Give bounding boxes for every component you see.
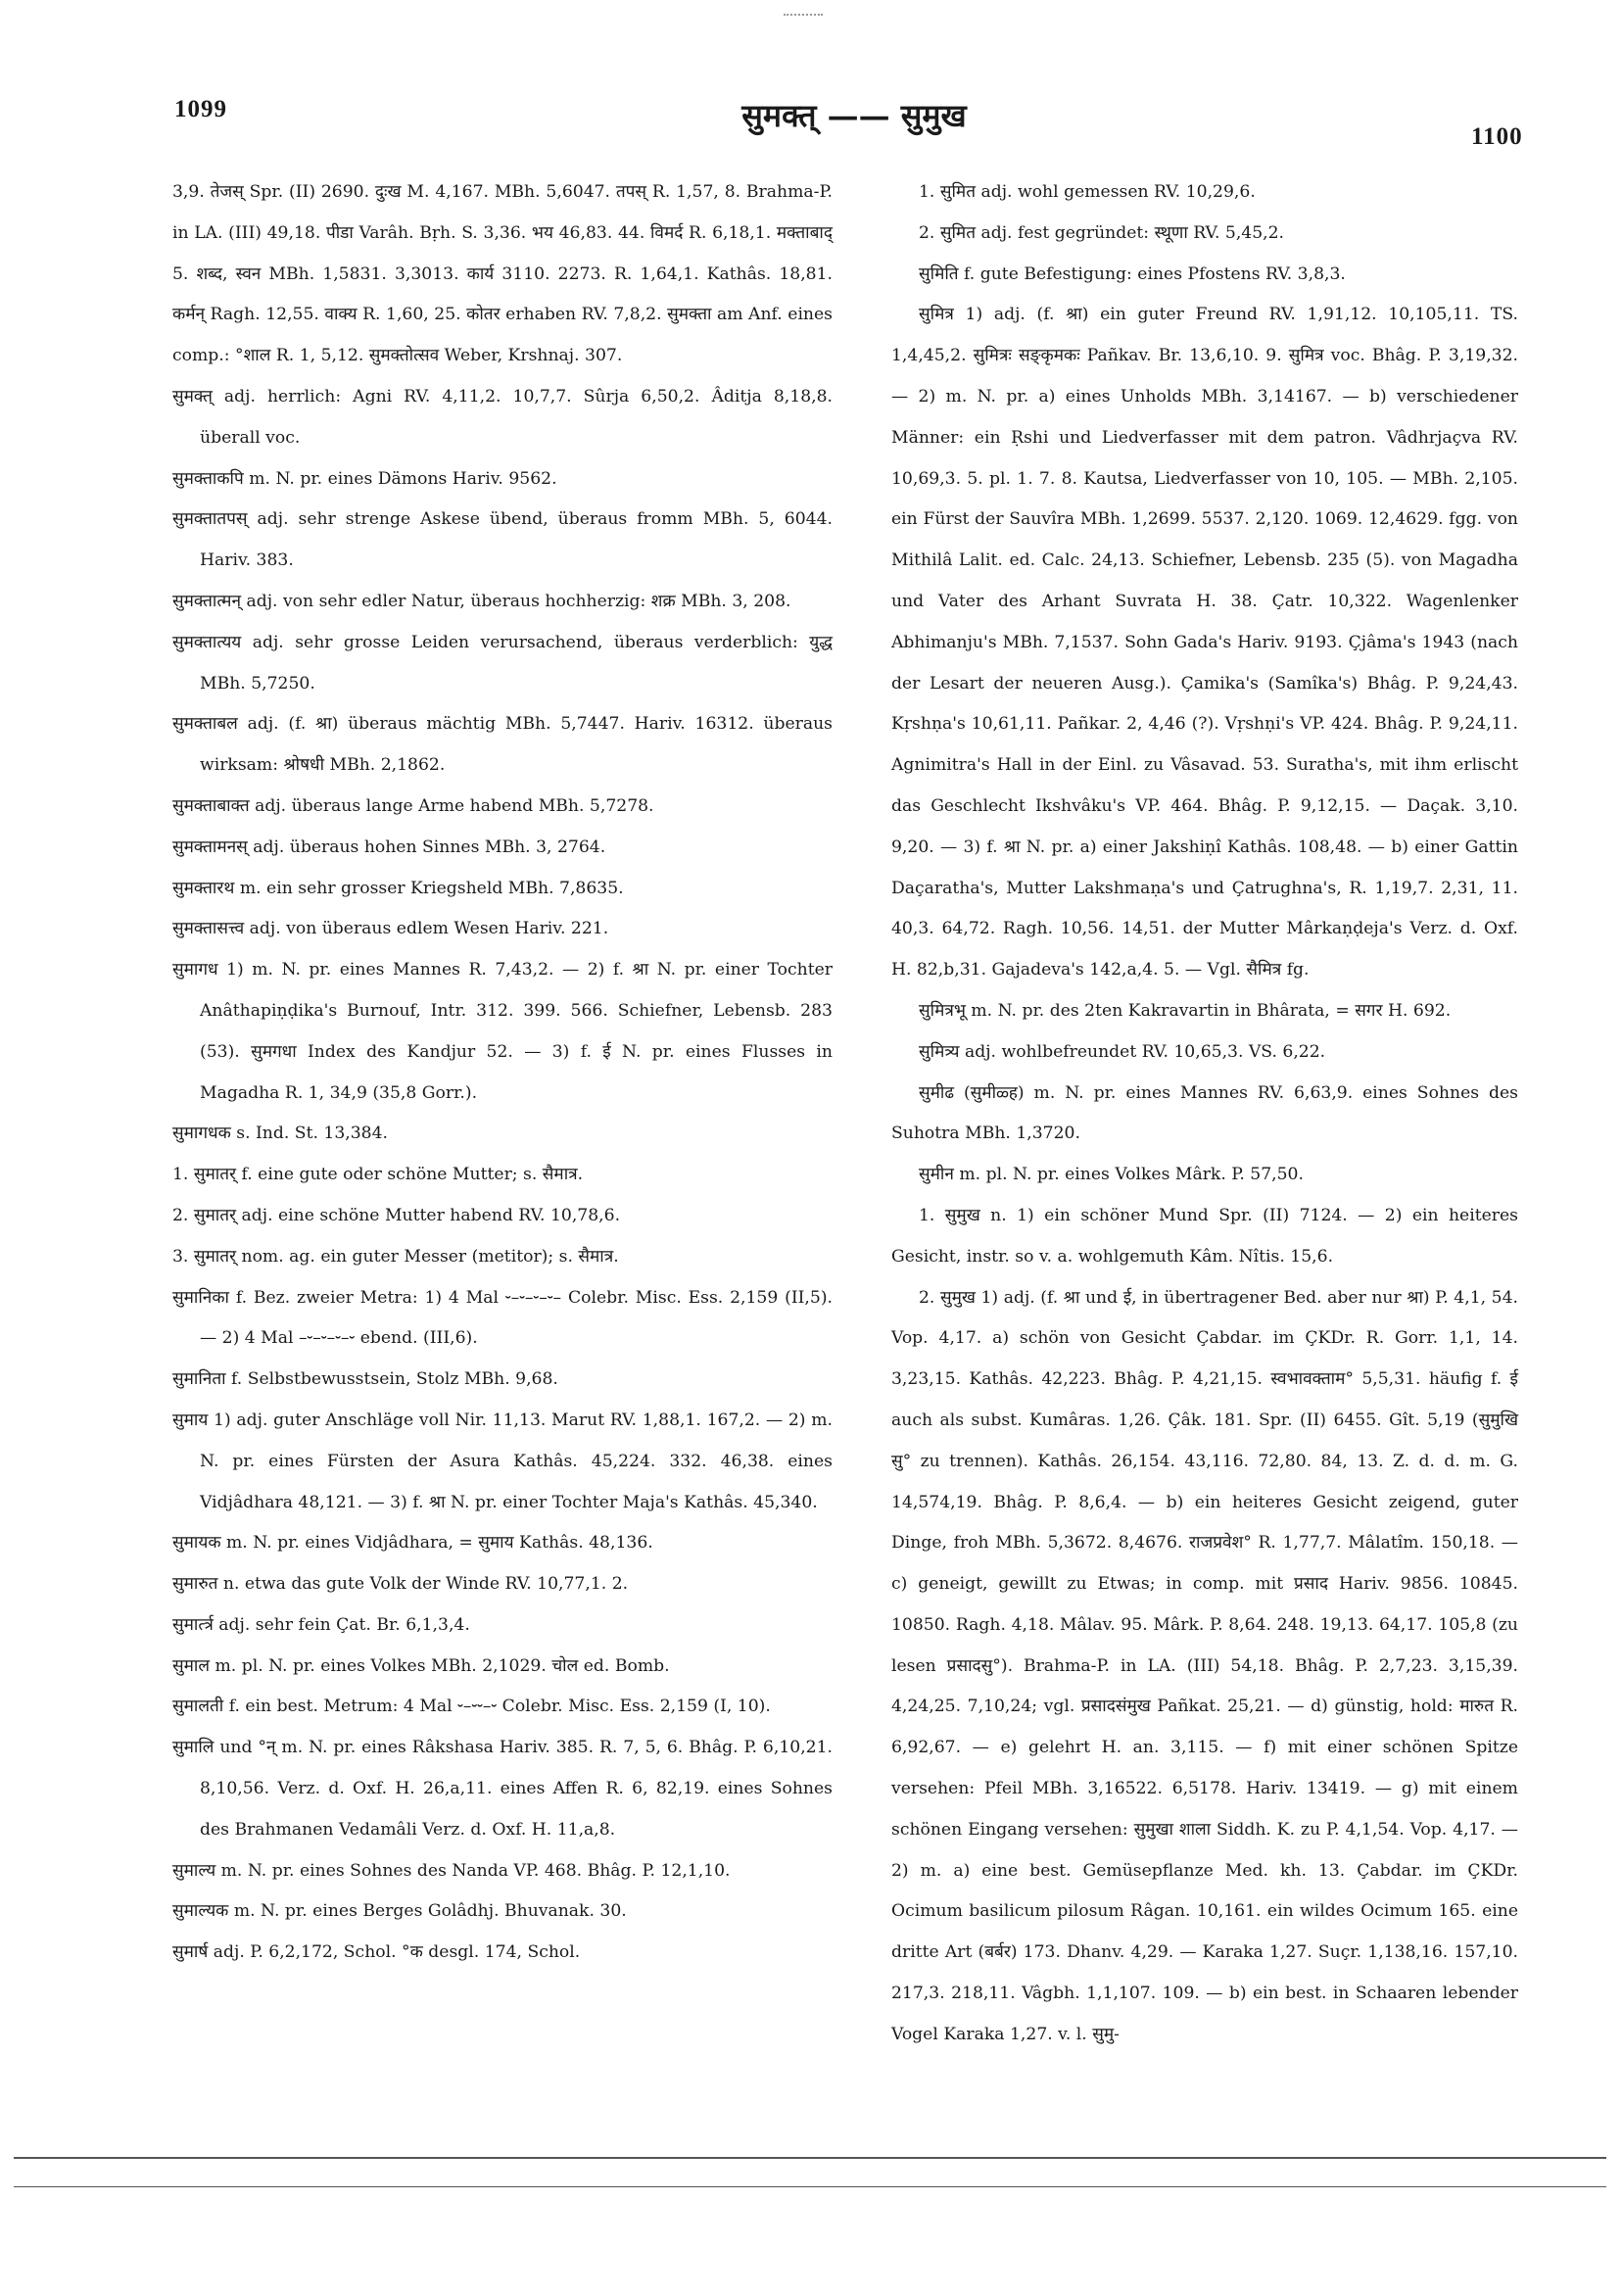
dictionary-entry: 3,9. तेजस् Spr. (II) 2690. दुःख M. 4,167. MBh. 5,6047. तपस् R. 1,57, 8. Brahma-P. in LA. (III) 49,18. पीडा Varâh. Bṛh. S. 3,36. भय 46,83. 44. विमर्द R. 6,18,1. मक्ताबाद् 5. शब्द, स्वन MBh. 1,5831. 3,3013. कार्य 3110. 2273. R. 1,64,1. Kathâs. 18,81. कर्मन् Ragh. 12,55. वाक्य R. 1,60, 25. कोतर erhaben RV. 7,8,2. सुमक्ता am Anf. eines comp.: °शाल R. 1, 5,12. सुमक्तोत्सव Weber, Krshnaj. 307.	[172, 182, 833, 366]
dictionary-entry: 2. सुमुख 1) adj. (f. श्रा und ई, in übertragener Bed. aber nur श्रा) P. 4,1, 54. Vop. 4,17. a) schön von Gesicht Çabdar. im ÇKDr. R. Gorr. 1,1, 14. 3,23,15. Kathâs. 42,223. Bhâg. P. 4,21,15. स्वभावक्ताम° 5,5,31. häufig f. ई auch als subst. Kumâras. 1,26. Çâk. 181. Spr. (II) 6455. Gît. 5,19 (सुमुखि सु° zu trennen). Kathâs. 26,154. 43,116. 72,80. 84, 13. Z. d. d. m. G. 14,574,19. Bhâg. P. 8,6,4. — b) ein heiteres Gesicht zeigend, guter Dinge, froh MBh. 5,3672. 8,4676. राजप्रवेश° R. 1,77,7. Mâlatîm. 150,18. — c) geneigt, gewillt zu Etwas; in comp. mit प्रसाद Hariv. 9856. 10845. 10850. Ragh. 4,18. Mâlav. 95. Mârk. P. 8,64. 248. 19,13. 64,17. 105,8 (zu lesen प्रसादसु°). Brahma-P. in LA. (III) 54,18. Bhâg. P. 2,7,23. 3,15,39. 4,24,25. 7,10,24; vgl. प्रसादसंमुख Pañkat. 25,21. — d) günstig, hold: मारुत R. 6,92,67. — e) gelehrt H. an. 3,115. — f) mit einer schönen Spitze versehen: Pfeil MBh. 3,16522. 6,5178. Hariv. 13419. — g) mit einem schönen Eingang versehen: सुमुखा शाला Siddh. K. zu P. 4,1,54. Vop. 4,17. — 2) m. a) eine best. Gemüsepflanze Med. kh. 13. Çabdar. im ÇKDr. Ocimum basilicum pilosum Râgan. 10,161. ein wildes Ocimum 165. eine dritte Art (बर्बर) 173. Dhanv. 4,29. — Karaka 1,27. Suçr. 1,138,16. 157,10. 217,3. 218,11. Vâgbh. 1,1,107. 109. — b) ein best. in Schaaren lebender Vogel Karaka 1,27. v. l. सुमु-	[891, 1287, 1518, 2044]
dictionary-entry: सुमीन m. pl. N. pr. eines Volkes Mârk. P. 57,50.	[919, 1165, 1304, 1185]
dictionary-entry: 1. सुमातर् f. eine gute oder schöne Mutter; s. सैमात्र.	[172, 1165, 584, 1185]
dictionary-entry: सुमाल्यक m. N. pr. eines Berges Golâdhj. Bhuvanak. 30.	[172, 1901, 627, 1922]
dictionary-entry: सुमक्तातपस् adj. sehr strenge Askese übend, überaus fromm MBh. 5, 6044. Hariv. 383.	[172, 509, 833, 571]
dictionary-entry: सुमारुत n. etwa das gute Volk der Winde RV. 10,77,1. 2.	[172, 1574, 629, 1595]
page-number-right: 1100	[1471, 123, 1523, 150]
dictionary-entry: सुमक्तारथ m. ein sehr grosser Kriegsheld MBh. 7,8635.	[172, 878, 624, 898]
dictionary-entry: सुमिति f. gute Befestigung: eines Pfostens RV. 3,8,3.	[919, 263, 1346, 284]
running-head: सुमक्त् —— सुमुख	[741, 97, 967, 134]
dictionary-entry: 1. सुमुख n. 1) ein schöner Mund Spr. (II) 7124. — 2) ein heiteres Gesicht, instr. so v. a. wohlgemuth Kâm. Nîtis. 15,6.	[891, 1205, 1518, 1267]
dictionary-entry: सुमक्ताकपि m. N. pr. eines Dämons Hariv. 9562.	[172, 468, 557, 489]
dictionary-entry: सुमानिका f. Bez. zweier Metra: 1) 4 Mal ⏑–⏑–⏑–⏑– Colebr. Misc. Ess. 2,159 (II,5). — 2) 4 Mal –⏑–⏑–⏑–⏑ ebend. (III,6).	[172, 1287, 833, 1349]
footer-rule-top	[14, 2157, 1606, 2159]
dictionary-entry: सुमागधक s. Ind. St. 13,384.	[172, 1124, 389, 1144]
dictionary-entry: सुमित्र्य adj. wohlbefreundet RV. 10,65,3. VS. 6,22.	[919, 1041, 1326, 1062]
dictionary-entry: 2. सुमित adj. fest gegründet: स्थूणा RV. 5,45,2.	[919, 222, 1285, 243]
dictionary-entry: सुमाल m. pl. N. pr. eines Volkes MBh. 2,1029. चोल ed. Bomb.	[172, 1655, 670, 1676]
dictionary-entry: सुमित्रभू m. N. pr. des 2ten Kakravartin in Bhârata, = सगर H. 692.	[919, 1000, 1452, 1021]
footer-rule-bottom	[14, 2186, 1606, 2187]
dictionary-entry: सुमक्तामनस् adj. überaus hohen Sinnes MBh. 3, 2764.	[172, 837, 606, 857]
dictionary-entry: सुमागध 1) m. N. pr. eines Mannes R. 7,43,2. — 2) f. श्रा N. pr. einer Tochter Anâthapiṇḍika's Burnouf, Intr. 312. 399. 566. Schiefner, Lebensb. 283 (53). सुमगधा Index des Kandjur 52. — 3) f. ई N. pr. eines Flusses in Magadha R. 1, 34,9 (35,8 Gorr.).	[172, 960, 833, 1103]
dictionary-entry: 2. सुमातर् adj. eine schöne Mutter habend RV. 10,78,6.	[172, 1205, 621, 1225]
dictionary-entry: सुमार्त्त्र adj. sehr fein Çat. Br. 6,1,3,4.	[172, 1614, 470, 1635]
dictionary-entry: 3. सुमातर् nom. ag. ein guter Messer (metitor); s. सैमात्र.	[172, 1246, 619, 1267]
scan-mark	[784, 14, 823, 18]
page-number-left: 1099	[174, 96, 227, 122]
dictionary-entry: सुमालती f. ein best. Metrum: 4 Mal ⏑–⏑⏑–⏑ Colebr. Misc. Ess. 2,159 (I, 10).	[172, 1697, 771, 1717]
dictionary-entry: सुमक्तासत्त्व adj. von überaus edlem Wesen Hariv. 221.	[172, 919, 609, 939]
dictionary-entry: सुमक्तात्मन् adj. von sehr edler Natur, überaus hochherzig: शक्र MBh. 3, 208.	[172, 591, 791, 611]
dictionary-entry: सुमालि und °न् m. N. pr. eines Râkshasa Hariv. 385. R. 7, 5, 6. Bhâg. P. 6,10,21. 8,10,56. Verz. d. Oxf. H. 26,a,11. eines Affen R. 6, 82,19. eines Sohnes des Brahmanen Vedamâli Verz. d. Oxf. H. 11,a,8.	[172, 1738, 833, 1840]
dictionary-entry: सुमाय 1) adj. guter Anschläge voll Nir. 11,13. Marut RV. 1,88,1. 167,2. — 2) m. N. pr. eines Fürsten der Asura Kathâs. 45,224. 332. 46,38. eines Vidjâdhara 48,121. — 3) f. श्रा N. pr. einer Tochter Maja's Kathâs. 45,340.	[172, 1410, 833, 1512]
dictionary-entry: सुमाल्य m. N. pr. eines Sohnes des Nanda VP. 468. Bhâg. P. 12,1,10.	[172, 1860, 731, 1881]
dictionary-entry: सुमक्तात्यय adj. sehr grosse Leiden verursachend, überaus verderblich: युद्ध MBh. 5,7250.	[172, 632, 833, 694]
dictionary-entry: सुमार्ष adj. P. 6,2,172, Schol. °क desgl. 174, Schol.	[172, 1942, 581, 1963]
dictionary-entry: सुमक्ताबल adj. (f. श्रा) überaus mächtig MBh. 5,7447. Hariv. 16312. überaus wirksam: श्रोषधी MBh. 2,1862.	[172, 714, 833, 776]
dictionary-entry: 1. सुमित adj. wohl gemessen RV. 10,29,6.	[919, 182, 1256, 202]
left-column	[172, 172, 833, 1974]
dictionary-entry: सुमीढ (सुमीळ्ह) m. N. pr. eines Mannes RV. 6,63,9. eines Sohnes des Suhotra MBh. 1,3720.	[891, 1082, 1518, 1144]
dictionary-entry: सुमानिता f. Selbstbewusstsein, Stolz MBh. 9,68.	[172, 1369, 558, 1390]
dictionary-entry: सुमक्त् adj. herrlich: Agni RV. 4,11,2. 10,7,7. Sûrja 6,50,2. Âditja 8,18,8. überall voc.	[172, 386, 833, 448]
dictionary-entry: सुमित्र 1) adj. (f. श्रा) ein guter Freund RV. 1,91,12. 10,105,11. TS. 1,4,45,2. सुमित्रः सङ्कृमकः Pañkav. Br. 13,6,10. 9. सुमित्र voc. Bhâg. P. 3,19,32. — 2) m. N. pr. a) eines Unholds MBh. 3,14167. — b) verschiedener Männer: ein Ṛshi und Liedverfasser mit dem patron. Vâdhrjaçva RV. 10,69,3. 5. pl. 1. 7. 8. Kautsa, Liedverfasser von 10, 105. — MBh. 2,105. ein Fürst der Sauvîra MBh. 1,2699. 5537. 2,120. 1069. 12,4629. fgg. von Mithilâ Lalit. ed. Calc. 24,13. Schiefner, Lebensb. 235 (5). von Magadha und Vater des Arhant Suvrata H. 38. Çatr. 10,322. Wagenlenker Abhimanju's MBh. 7,1537. Sohn Gada's Hariv. 9193. Çjâma's 1943 (nach der Lesart der neueren Ausg.). Çamika's (Samîka's) Bhâg. P. 9,24,43. Kṛshṇa's 10,61,11. Pañkar. 2, 4,46 (?). Vṛshṇi's VP. 424. Bhâg. P. 9,24,11. Agnimitra's Hall in der Einl. zu Vâsavad. 53. Suratha's, mit ihm erlischt das Geschlecht Ikshvâku's VP. 464. Bhâg. P. 9,12,15. — Daçak. 3,10. 9,20. — 3) f. श्रा N. pr. a) einer Jakshiṇî Kathâs. 108,48. — b) einer Gattin Daçaratha's, Mutter Lakshmaṇa's und Çatrughna's, R. 1,19,7. 2,31, 11. 40,3. 64,72. Ragh. 10,56. 14,51. der Mutter Mârkaṇḍeja's Verz. d. Oxf. H. 82,b,31. Gajadeva's 142,a,4. 5. — Vgl. सैमित्र fg.	[891, 305, 1518, 981]
right-column	[891, 172, 1518, 2056]
dictionary-entry: सुमायक m. N. pr. eines Vidjâdhara, = सुमाय Kathâs. 48,136.	[172, 1533, 653, 1554]
dictionary-entry: सुमक्ताबाक्त adj. überaus lange Arme habend MBh. 5,7278.	[172, 795, 654, 816]
